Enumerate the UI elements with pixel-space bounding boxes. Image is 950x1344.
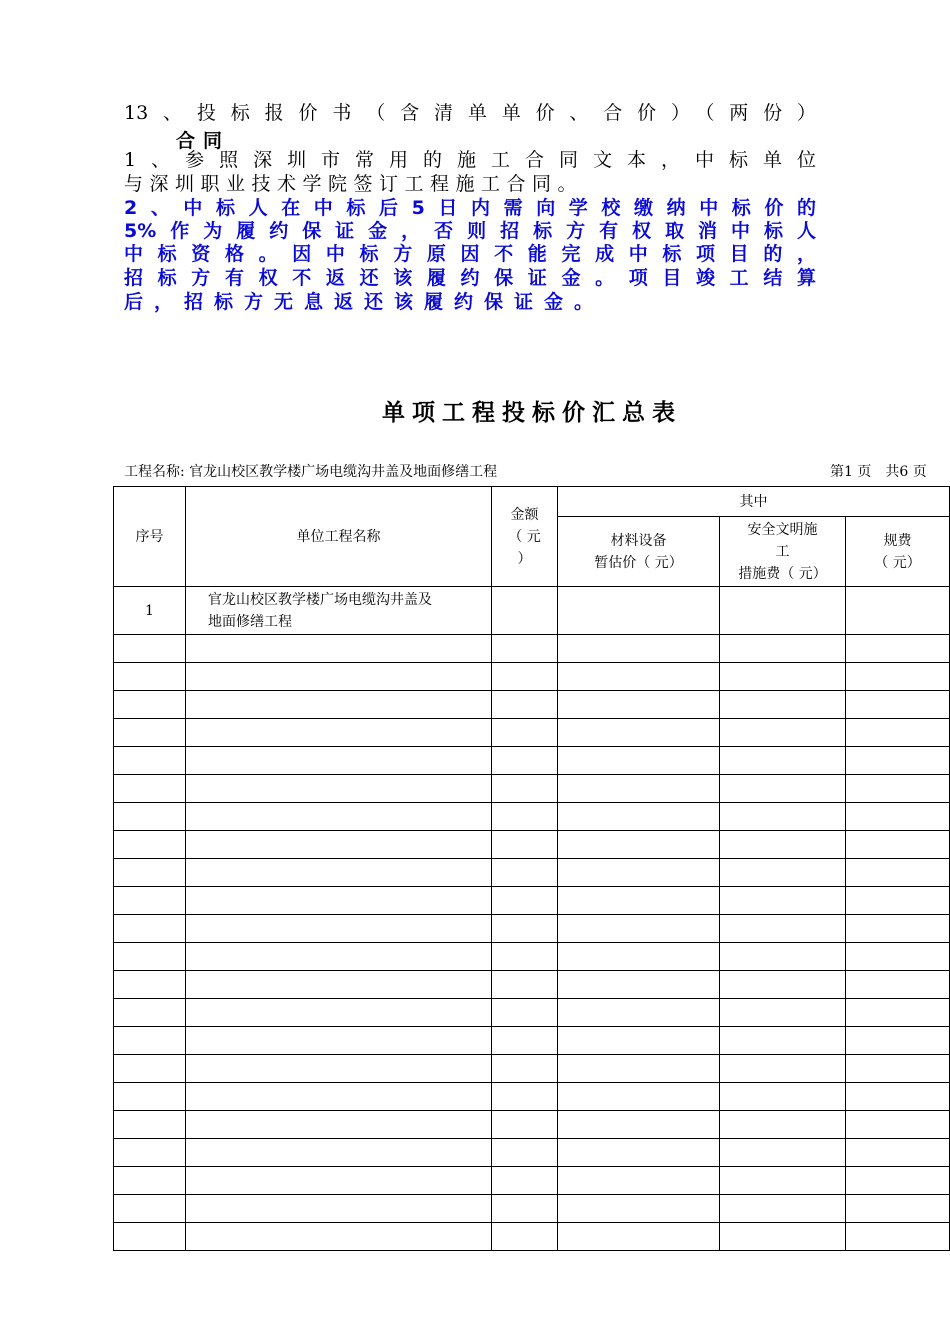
- empty-cell: [846, 775, 950, 803]
- contract-heading: 合同: [176, 130, 231, 152]
- empty-cell: [720, 1027, 846, 1055]
- empty-table-row: [114, 999, 950, 1027]
- empty-cell: [846, 999, 950, 1027]
- empty-cell: [558, 1223, 720, 1251]
- project-name: 工程名称: 官龙山校区教学楼广场电缆沟井盖及地面修缮工程: [124, 464, 498, 480]
- empty-table-row: [114, 943, 950, 971]
- row-unit-name-line1: 官龙山校区教学楼广场电缆沟井盖及: [208, 591, 432, 608]
- empty-cell: [558, 747, 720, 775]
- empty-cell: [720, 1195, 846, 1223]
- empty-cell: [846, 887, 950, 915]
- empty-cell: [492, 859, 558, 887]
- empty-cell: [720, 635, 846, 663]
- empty-cell: [846, 747, 950, 775]
- empty-cell: [558, 635, 720, 663]
- empty-cell: [114, 831, 186, 859]
- empty-cell: [558, 943, 720, 971]
- empty-cell: [558, 831, 720, 859]
- empty-cell: [114, 1083, 186, 1111]
- empty-cell: [558, 1167, 720, 1195]
- empty-cell: [186, 1111, 492, 1139]
- empty-cell: [186, 943, 492, 971]
- empty-table-row: [114, 1027, 950, 1055]
- empty-cell: [720, 1167, 846, 1195]
- empty-cell: [186, 887, 492, 915]
- empty-cell: [186, 971, 492, 999]
- empty-cell: [846, 1167, 950, 1195]
- empty-cell: [114, 1167, 186, 1195]
- empty-cell: [186, 1223, 492, 1251]
- empty-cell: [492, 775, 558, 803]
- empty-cell: [558, 1139, 720, 1167]
- row-material: [558, 587, 720, 635]
- empty-cell: [186, 635, 492, 663]
- empty-cell: [720, 1083, 846, 1111]
- row-unit-name: [186, 587, 492, 635]
- empty-cell: [558, 915, 720, 943]
- header-safety-line1: 安全文明施: [747, 521, 818, 538]
- contract-para2-line3: 中标资格。因中标方原因不能完成中标项目的，: [124, 243, 816, 265]
- empty-cell: [492, 1055, 558, 1083]
- empty-table-row: [114, 859, 950, 887]
- empty-cell: [492, 1027, 558, 1055]
- contract-para1-line2: 与深圳职业技术学院签订工程施工合同。: [124, 173, 584, 195]
- empty-cell: [846, 1055, 950, 1083]
- empty-cell: [846, 1195, 950, 1223]
- empty-cell: [720, 859, 846, 887]
- empty-cell: [720, 691, 846, 719]
- empty-cell: [720, 747, 846, 775]
- empty-cell: [114, 971, 186, 999]
- empty-cell: [720, 775, 846, 803]
- empty-cell: [186, 691, 492, 719]
- empty-cell: [114, 859, 186, 887]
- empty-cell: [720, 943, 846, 971]
- empty-table-row: [114, 719, 950, 747]
- empty-cell: [114, 943, 186, 971]
- empty-cell: [114, 635, 186, 663]
- contract-para2-line2: 5%作为履约保证金，否则招标方有权取消中标人: [124, 220, 816, 242]
- empty-table-row: [114, 1083, 950, 1111]
- row-amount: [492, 587, 558, 635]
- empty-cell: [846, 691, 950, 719]
- empty-cell: [114, 887, 186, 915]
- empty-table-row: [114, 1223, 950, 1251]
- empty-cell: [846, 635, 950, 663]
- empty-table-row: [114, 775, 950, 803]
- empty-table-row: [114, 803, 950, 831]
- empty-cell: [186, 803, 492, 831]
- table-title: 单项工程投标价汇总表: [382, 400, 682, 426]
- empty-table-row: [114, 691, 950, 719]
- header-amount-line1: 金额: [510, 506, 539, 523]
- empty-cell: [186, 1027, 492, 1055]
- empty-cell: [720, 1055, 846, 1083]
- empty-cell: [720, 915, 846, 943]
- empty-cell: [186, 663, 492, 691]
- empty-cell: [114, 1223, 186, 1251]
- page-info: 第1 页 共6 页: [830, 464, 927, 480]
- empty-cell: [114, 999, 186, 1027]
- empty-table-row: [114, 831, 950, 859]
- row-safety: [720, 587, 846, 635]
- empty-cell: [558, 663, 720, 691]
- empty-cell: [492, 747, 558, 775]
- empty-cell: [114, 775, 186, 803]
- empty-cell: [114, 1139, 186, 1167]
- empty-cell: [114, 691, 186, 719]
- empty-cell: [186, 915, 492, 943]
- empty-cell: [846, 859, 950, 887]
- empty-cell: [492, 1083, 558, 1111]
- empty-cell: [114, 915, 186, 943]
- empty-cell: [846, 663, 950, 691]
- header-amount-line2: （ 元: [508, 528, 541, 545]
- empty-cell: [720, 719, 846, 747]
- header-material-line1: 材料设备: [610, 532, 667, 549]
- header-fee: [846, 517, 950, 587]
- empty-cell: [720, 663, 846, 691]
- contract-para2-line1: 2、中标人在中标后5日内需向学校缴纳中标价的: [124, 197, 816, 219]
- row-fee: [846, 587, 950, 635]
- empty-table-row: [114, 971, 950, 999]
- empty-cell: [492, 1139, 558, 1167]
- empty-cell: [114, 1055, 186, 1083]
- item-13-text: 13、投标报价书（含清单单价、合价）（两份）: [124, 102, 816, 124]
- empty-cell: [846, 1223, 950, 1251]
- empty-cell: [492, 1223, 558, 1251]
- empty-cell: [846, 915, 950, 943]
- empty-table-row: [114, 1111, 950, 1139]
- empty-cell: [720, 1223, 846, 1251]
- empty-table-row: [114, 1139, 950, 1167]
- empty-cell: [114, 747, 186, 775]
- empty-table-row: [114, 1167, 950, 1195]
- empty-cell: [720, 1139, 846, 1167]
- empty-cell: [558, 999, 720, 1027]
- header-amount: [492, 487, 558, 587]
- empty-cell: [492, 887, 558, 915]
- empty-cell: [492, 691, 558, 719]
- empty-cell: [186, 999, 492, 1027]
- empty-cell: [846, 719, 950, 747]
- empty-cell: [558, 803, 720, 831]
- empty-cell: [114, 803, 186, 831]
- empty-cell: [558, 775, 720, 803]
- empty-cell: [720, 803, 846, 831]
- empty-cell: [492, 831, 558, 859]
- empty-cell: [186, 1139, 492, 1167]
- empty-cell: [720, 999, 846, 1027]
- empty-cell: [720, 887, 846, 915]
- empty-cell: [558, 1195, 720, 1223]
- empty-table-row: [114, 887, 950, 915]
- empty-cell: [114, 1027, 186, 1055]
- empty-cell: [114, 1195, 186, 1223]
- header-fee-line1: 规费: [883, 532, 912, 549]
- empty-cell: [492, 1111, 558, 1139]
- empty-cell: [846, 943, 950, 971]
- empty-cell: [186, 719, 492, 747]
- empty-cell: [846, 831, 950, 859]
- contract-para2-line4: 招标方有权不返还该履约保证金。项目竣工结算: [124, 267, 816, 289]
- empty-cell: [558, 1111, 720, 1139]
- empty-cell: [114, 719, 186, 747]
- summary-table: [113, 486, 950, 1251]
- empty-cell: [558, 971, 720, 999]
- empty-cell: [492, 971, 558, 999]
- empty-cell: [558, 691, 720, 719]
- header-safety-line2: 工: [775, 543, 790, 560]
- empty-cell: [558, 1055, 720, 1083]
- empty-cell: [186, 1083, 492, 1111]
- empty-cell: [492, 1167, 558, 1195]
- header-safety: [720, 517, 846, 587]
- empty-cell: [492, 915, 558, 943]
- header-fee-line2: （ 元）: [874, 554, 921, 571]
- header-material-line2: 暂估价（ 元）: [594, 554, 683, 571]
- empty-cell: [186, 775, 492, 803]
- header-material: [558, 517, 720, 587]
- row-unit-name-line2: 地面修缮工程: [208, 613, 292, 630]
- empty-cell: [114, 663, 186, 691]
- empty-cell: [846, 1111, 950, 1139]
- empty-cell: [492, 943, 558, 971]
- empty-cell: [186, 1167, 492, 1195]
- empty-rows: [114, 635, 950, 1251]
- header-amount-line3: ）: [517, 550, 532, 567]
- contract-para1-line1: 1、参照深圳市常用的施工合同文本，中标单位: [124, 149, 816, 171]
- header-of-which: 其中: [558, 487, 950, 517]
- empty-cell: [846, 971, 950, 999]
- empty-cell: [114, 1111, 186, 1139]
- empty-cell: [558, 1027, 720, 1055]
- empty-cell: [846, 1139, 950, 1167]
- header-seq: 序号: [114, 487, 186, 587]
- empty-cell: [492, 803, 558, 831]
- empty-cell: [492, 1195, 558, 1223]
- empty-cell: [186, 1195, 492, 1223]
- empty-table-row: [114, 1055, 950, 1083]
- empty-cell: [720, 971, 846, 999]
- empty-cell: [720, 831, 846, 859]
- header-unit-name: 单位工程名称: [186, 487, 492, 587]
- empty-cell: [186, 859, 492, 887]
- empty-table-row: [114, 915, 950, 943]
- empty-cell: [186, 1055, 492, 1083]
- empty-cell: [558, 1083, 720, 1111]
- empty-cell: [846, 1027, 950, 1055]
- table-row: [114, 587, 950, 635]
- empty-cell: [720, 1111, 846, 1139]
- empty-table-row: [114, 1195, 950, 1223]
- empty-cell: [846, 803, 950, 831]
- empty-cell: [558, 887, 720, 915]
- row-seq: 1: [114, 587, 186, 635]
- header-safety-line3: 措施费（ 元）: [738, 565, 827, 582]
- empty-cell: [186, 747, 492, 775]
- empty-cell: [558, 859, 720, 887]
- empty-cell: [558, 719, 720, 747]
- empty-cell: [492, 635, 558, 663]
- empty-cell: [492, 719, 558, 747]
- contract-para2-line5: 后，招标方无息返还该履约保证金。: [124, 291, 605, 313]
- empty-table-row: [114, 635, 950, 663]
- empty-cell: [492, 999, 558, 1027]
- empty-table-row: [114, 663, 950, 691]
- empty-cell: [846, 1083, 950, 1111]
- empty-cell: [492, 663, 558, 691]
- empty-cell: [186, 831, 492, 859]
- empty-table-row: [114, 747, 950, 775]
